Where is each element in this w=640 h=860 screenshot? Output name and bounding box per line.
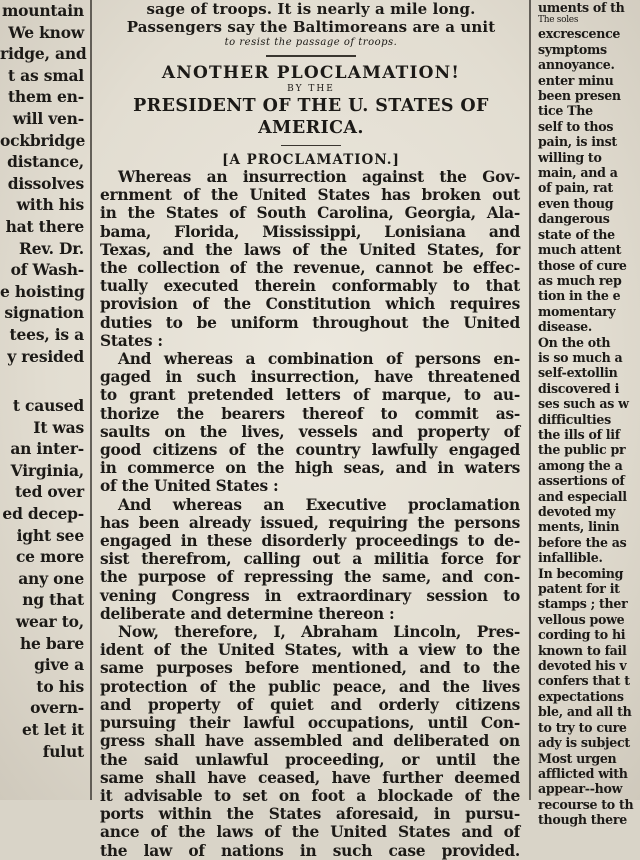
subheadline: PRESIDENT OF THE U. STATES OF AMERICA.	[133, 95, 489, 138]
text-line: ments, linin	[538, 519, 620, 535]
text-line: been presen	[538, 88, 621, 104]
preceding-article-tail	[96, 0, 526, 36]
text-line: et let it	[22, 720, 84, 739]
text-line: known to fail	[538, 642, 627, 658]
text-line: momentary	[538, 303, 616, 319]
text-line: deliberate and determine thereon :	[100, 604, 395, 623]
text-line: much attent	[538, 242, 622, 258]
text-line: ses such as w	[538, 396, 629, 412]
text-line: devoted my	[538, 504, 616, 519]
text-line: thorize the bearers thereof to commit as-	[100, 404, 520, 423]
right-column-text	[534, 0, 640, 828]
proclamation-body	[96, 168, 526, 860]
text-line: confers that t	[538, 673, 630, 689]
text-line: excrescence	[538, 26, 621, 42]
proclamation-label: [A PROCLAMATION.]	[222, 152, 400, 168]
text-line: mountain	[1, 1, 84, 20]
left-column-top-text	[0, 0, 88, 367]
text-line: and especiall	[538, 488, 627, 504]
left-column	[0, 0, 88, 800]
text-line: enter minu	[538, 72, 614, 88]
text-line: self-extollin	[538, 365, 618, 381]
text-line: of the United States :	[100, 477, 279, 496]
text-line: the said unlawful proceeding, or until the	[100, 750, 520, 769]
text-line: The soles	[538, 15, 579, 26]
text-line: symptoms	[538, 41, 607, 57]
text-line: main, and a	[538, 165, 618, 181]
text-line: Virginia,	[10, 460, 84, 480]
text-line: before the as	[538, 534, 627, 550]
text-line: he bare	[19, 633, 84, 653]
text-line: gaged in such insurrection, have threatened	[100, 368, 520, 387]
text-line: ed decep-	[2, 504, 84, 524]
text-line: fulut	[42, 741, 84, 761]
left-column-gap	[0, 367, 88, 395]
text-line: is so much a	[538, 349, 623, 365]
text-line: give a	[34, 655, 84, 675]
text-line: of pain, rat	[538, 180, 613, 196]
text-line: And whereas a combination of persons en-	[118, 350, 520, 369]
text-line: stamps ; ther	[538, 596, 628, 612]
text-line: sist therefrom, calling out a militia force for	[100, 550, 520, 569]
text-line: t caused	[12, 396, 84, 416]
text-line: It was	[33, 417, 84, 437]
text-line: infallible.	[538, 550, 603, 566]
text-line: bama, Florida, Mississippi, Lonisiana and	[100, 222, 520, 241]
text-line: same purposes before mentioned, and to the	[100, 659, 520, 678]
text-line: tion in the e	[538, 288, 621, 304]
text-line: States :	[100, 331, 163, 350]
text-line: an inter-	[10, 439, 84, 459]
text-line: discovered i	[538, 380, 620, 396]
text-line: those of cure	[538, 257, 627, 273]
column-rule-right	[529, 0, 531, 800]
text-line: expectations	[538, 688, 624, 704]
text-line: appear--how	[538, 781, 623, 797]
left-column-bottom-text	[0, 395, 88, 762]
text-line: In becoming	[538, 565, 624, 581]
preceding-article-small-line: to resist the passage of troops.	[224, 37, 398, 48]
text-line: We know	[8, 22, 84, 42]
text-line: devoted his v	[538, 658, 627, 674]
text-line: y resided	[7, 346, 84, 366]
middle-column	[96, 0, 526, 860]
text-line: ble, and all th	[538, 704, 632, 720]
text-line: saults on the lives, vessels and property of	[100, 422, 520, 441]
headline: ANOTHER PLOCLAMATION!	[161, 62, 461, 83]
text-line: same shall have ceased, have further deemed	[100, 768, 520, 787]
text-line: ident of the United States, with a view to the	[100, 641, 520, 660]
text-line: sage of troops. It is nearly a mile long.	[146, 0, 476, 18]
text-line: good citizens of the country lawfully engaged	[100, 441, 520, 460]
text-line: will ven-	[12, 108, 84, 128]
subhead-divider	[281, 145, 341, 147]
text-line: vellous powe	[538, 611, 625, 627]
text-line: protection of the public peace, and the lives	[100, 677, 520, 696]
text-line: uments of th	[538, 0, 625, 15]
text-line: to his	[36, 676, 84, 696]
text-line: ng that	[22, 590, 84, 610]
column-rule-left	[90, 0, 92, 800]
text-line: self to thos	[538, 118, 614, 134]
text-line: Rev. Dr.	[19, 238, 84, 258]
text-line: the public pr	[538, 442, 626, 458]
text-line: has been already issued, requiring the persons	[100, 513, 520, 532]
text-line: ockbridge	[0, 130, 86, 150]
text-line: the collection of the revenue, cannot be effec-	[100, 259, 520, 278]
text-line: recourse to th	[538, 796, 634, 812]
text-line: wear to,	[15, 612, 84, 632]
text-line: though there	[538, 812, 627, 828]
text-line: Texas, and the laws of the United States, for	[100, 240, 520, 259]
text-line: e hoisting	[0, 281, 85, 301]
text-line: Passengers say the Baltimoreans are a unit	[126, 18, 496, 36]
text-line: disease.	[538, 319, 592, 335]
text-line: it advisable to set on foot a blockade of the	[100, 786, 520, 805]
text-line: ady is subject	[538, 735, 630, 751]
text-line: t as smal	[8, 65, 84, 85]
text-line: ce more	[15, 547, 84, 567]
text-line: cording to hi	[538, 627, 626, 643]
text-line: Whereas an insurrection against the Gov-	[118, 168, 520, 186]
text-line: overn-	[30, 698, 84, 718]
text-line: tees, is a	[9, 324, 84, 344]
text-line: engaged in these disorderly proceedings to de-	[100, 532, 520, 551]
text-line: tice The	[538, 103, 593, 119]
text-line: gress shall have assembled and deliberated on	[100, 732, 520, 751]
text-line: tually executed therein conformably to that	[100, 277, 520, 296]
text-line: And whereas an Executive proclamation	[118, 495, 520, 514]
text-line: pursuing their lawful occupations, until Con-	[100, 714, 520, 733]
text-line: as much rep	[538, 272, 622, 288]
text-line: state of the	[538, 226, 615, 242]
text-line: to grant pretended letters of marque, to au-	[100, 386, 520, 405]
text-line: On the oth	[538, 334, 611, 350]
right-column	[534, 0, 640, 828]
text-line: distance,	[7, 152, 84, 172]
text-line: in commerce on the high seas, and in waters	[100, 459, 520, 478]
text-line: duties to be uniform throughout the United	[100, 313, 520, 332]
text-line: annoyance.	[538, 57, 615, 73]
text-line: afflicted with	[538, 765, 628, 781]
text-line: ance of the laws of the United States and of	[100, 823, 520, 842]
text-line: hat there	[5, 216, 84, 236]
text-line: willing to	[538, 149, 602, 165]
text-line: even thoug	[538, 195, 614, 211]
section-divider	[266, 55, 356, 57]
text-line: the ills of lif	[538, 426, 620, 442]
text-line: signation	[4, 303, 84, 323]
text-line: difficulties	[538, 411, 611, 427]
text-line: the purpose of repressing the same, and con-	[100, 568, 520, 587]
text-line: the law of nations in such case provided.	[100, 841, 520, 860]
byline: BY THE	[287, 83, 335, 94]
text-line: dangerous	[538, 211, 610, 227]
text-line: with his	[16, 195, 84, 215]
text-line: them en-	[7, 87, 84, 107]
text-line: of Wash-	[10, 260, 84, 280]
text-line: Now, therefore, I, Abraham Lincoln, Pres-	[118, 623, 520, 642]
text-line: pain, is inst	[538, 134, 617, 150]
text-line: patent for it	[538, 581, 620, 597]
text-line: any one	[18, 568, 84, 588]
text-line: to try to cure	[538, 719, 627, 735]
text-line: ridge, and	[0, 44, 87, 64]
text-line: ports within the States aforesaid, in pursu-	[100, 805, 520, 824]
text-line: ernment of the United States has broken out	[100, 186, 520, 205]
text-line: vening Congress in extraordinary session to	[100, 586, 520, 605]
text-line: assertions of	[538, 473, 625, 489]
text-line: Most urgen	[538, 750, 617, 766]
text-line: in the States of South Carolina, Georgia, Ala-	[100, 204, 520, 223]
text-line: provision of the Constitution which requires	[100, 295, 520, 314]
text-line: among the a	[538, 457, 623, 473]
text-line: ight see	[16, 525, 84, 545]
text-line: dissolves	[7, 173, 84, 193]
text-line: ted over	[14, 482, 84, 502]
text-line: and property of quiet and orderly citizens	[100, 695, 520, 714]
